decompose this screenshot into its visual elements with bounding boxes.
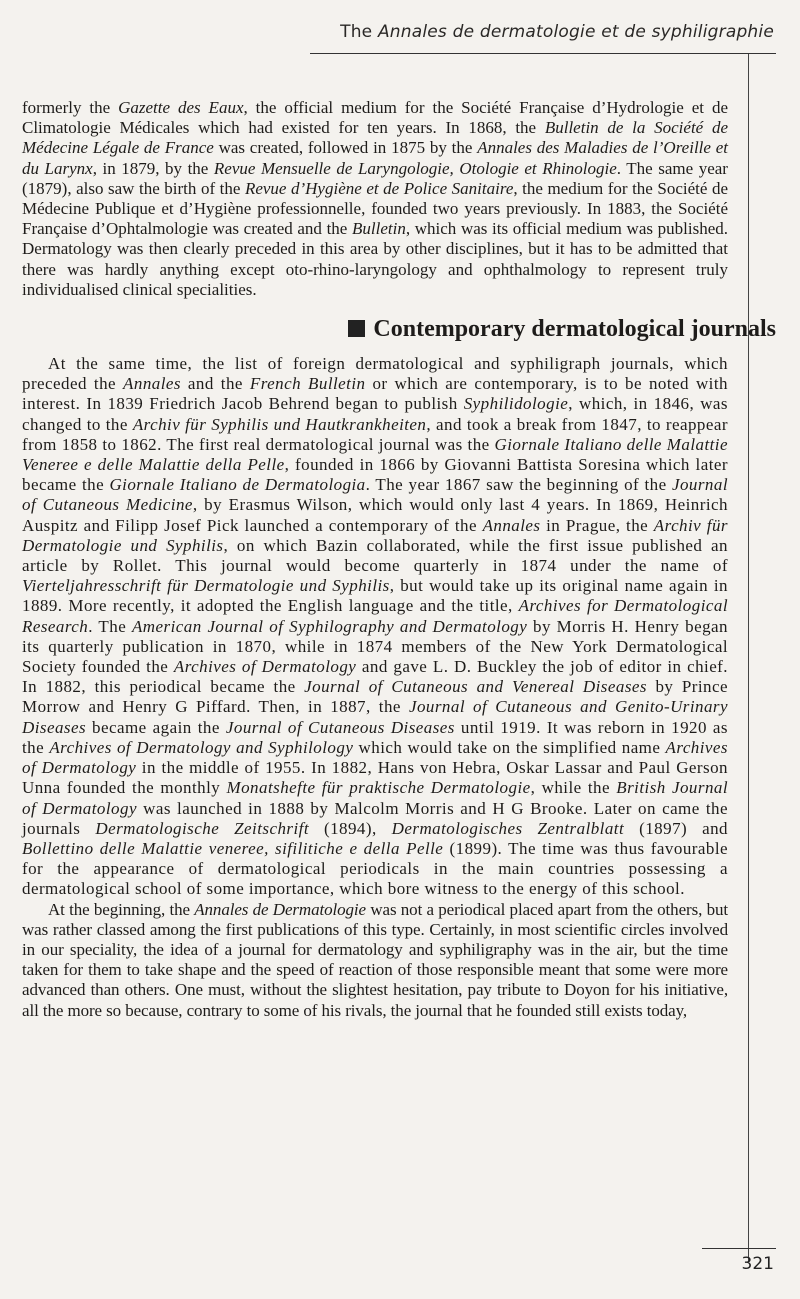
text-run: , but would take up its original name again in 1889. More recently, it adopted the English language and the title, bbox=[22, 576, 729, 616]
text-run: , the official medium for the Société Française d’Hydrologie et de Climatologie Médicales which had existed for ten years. In 1868, the bbox=[22, 98, 728, 138]
paragraph bbox=[22, 98, 728, 300]
text-run: (1899). The time was thus favourable for the appearance of dermatological periodicals in the main countries possessing a dermatological school of some importance, which bore witness to the energy of this school. bbox=[22, 838, 728, 899]
italic-title: British Journal of Dermatology bbox=[22, 778, 729, 818]
italic-title: Annales bbox=[482, 515, 541, 535]
text-run: , which, in 1846, was changed to the bbox=[22, 394, 728, 434]
text-run: , on which Bazin collaborated, while the first issue published an article by Rollet. This journal would become quarterly in 1874 under the name of bbox=[22, 535, 728, 576]
footer-rule bbox=[702, 1248, 776, 1249]
header-rule bbox=[310, 53, 776, 54]
italic-title: Dermatologisches Zentralblatt bbox=[391, 818, 625, 838]
italic-title: Journal of Cutaneous Diseases bbox=[225, 717, 455, 737]
italic-title: Revue Mensuelle de Laryngologie, Otologie et Rhinologie bbox=[213, 158, 617, 178]
section-heading bbox=[22, 314, 776, 344]
text-run: . The same year (1879), also saw the birth of the bbox=[22, 158, 728, 198]
text-run: by Prince Morrow and Henry G Piffard. Then, in 1887, the bbox=[22, 677, 728, 717]
italic-title: Journal of Cutaneous Medicine bbox=[22, 475, 729, 515]
italic-title: Bulletin de la Société de Médecine Légale de France bbox=[22, 118, 728, 158]
text-run: in the middle of 1955. In 1882, Hans von Hebra, Oskar Lassar and Paul Gerson Unna founded the monthly bbox=[22, 758, 728, 798]
text-run: , the medium for the Société de Médecine Publique et d’Hygiène professionnelle, founded two years previously. In 1883, the Société Française d’Ophtalmologie was created and the bbox=[22, 178, 728, 239]
running-head-prefix: The bbox=[340, 22, 378, 42]
text-run: , by Erasmus Wilson, which would only last 4 years. In 1869, Heinrich Auspitz and Filipp Josef Pick launched a contemporary of the bbox=[22, 495, 728, 535]
text-run: and gave L. D. Buckley the job of editor in chief. In 1882, this periodical became the bbox=[22, 657, 728, 697]
italic-title: Dermatologische Zeitschrift bbox=[95, 818, 309, 838]
text-run: At the same time, the list of foreign dermatological and syphiligraph journals, which preceded the bbox=[22, 354, 728, 394]
paragraph bbox=[22, 900, 728, 1021]
italic-title: Gazette des Eaux bbox=[118, 98, 244, 117]
italic-title: Archiv für Dermatologie und Syphilis bbox=[22, 515, 728, 555]
text-run: was launched in 1888 by Malcolm Morris and H G Brooke. Later on came the journals bbox=[22, 798, 729, 838]
text-run: by Morris H. Henry began its quarterly publication in 1870, while in 1874 members of the New York Dermatological Society founded the bbox=[22, 616, 728, 677]
text-run: . The bbox=[88, 616, 132, 636]
text-run: (1897) and bbox=[624, 818, 728, 838]
body-text bbox=[22, 98, 776, 1021]
text-run: was not a periodical placed apart from the others, but was rather classed among the first publications of this type. Certainly, in most scientific circles involved in our speciality, the idea of a journal for dermatology and syphiligraphy was in the air, but the time taken for them to take shape and the speed of reaction of those responsible meant that some were more advanced than others. One must, without the slightest hesitation, pay tribute to Doyon for his initiative, all the more so because, contrary to some of his rivals, the journal that he founded still exists today, bbox=[22, 899, 728, 1020]
text-run: , in 1879, by the bbox=[92, 158, 214, 178]
italic-title: Annales des Maladies de l’Oreille et du Larynx bbox=[22, 138, 728, 178]
text-run: , which was its official medium was published. Dermatology was then clearly preceded in this area by other disciplines, but it has to be admitted that there was hardly anything except oto-rhino-laryngology and ophthalmology to represent truly individualised clinical specialities. bbox=[22, 219, 728, 299]
margin-rule bbox=[748, 54, 749, 1262]
italic-title: Archives of Dermatology bbox=[173, 657, 357, 677]
italic-title: Archives of Dermatology bbox=[22, 737, 728, 778]
italic-title: Bollettino delle Malattie veneree, sifilitiche e della Pelle bbox=[22, 838, 444, 858]
italic-title: Vierteljahresschrift für Dermatologie und Syphilis bbox=[22, 576, 390, 596]
text-run: . The year 1867 saw the beginning of the bbox=[365, 475, 672, 495]
italic-title: American Journal of Syphilography and Dermatology bbox=[131, 616, 528, 636]
italic-title: Giornale Italiano de Dermatologia bbox=[109, 475, 366, 495]
italic-title: Bulletin bbox=[352, 219, 406, 239]
text-run: , while the bbox=[530, 778, 617, 798]
text-run: in Prague, the bbox=[540, 515, 654, 535]
text-run: , and took a break from 1847, to reappear from 1858 to 1862. The first real dermatological journal was the bbox=[22, 414, 728, 454]
text-run: or which are contemporary, is to be noted with interest. In 1839 Friedrich Jacob Behrend began to publish bbox=[22, 374, 728, 414]
square-bullet-icon bbox=[348, 320, 365, 337]
italic-title: Journal of Cutaneous and Genito-Urinary Diseases bbox=[22, 697, 728, 737]
text-run: until 1919. It was reborn in 1920 as the bbox=[22, 717, 728, 757]
paragraph bbox=[22, 354, 728, 899]
running-head-journal-title: Annales de dermatologie et de syphiligraphie bbox=[377, 22, 774, 42]
text-run: At the beginning, the bbox=[48, 899, 195, 919]
text-run: became again the bbox=[86, 717, 226, 737]
italic-title: Archives of Dermatology and Syphilology bbox=[49, 737, 354, 757]
italic-title: Archiv für Syphilis und Hautkrankheiten bbox=[132, 414, 427, 434]
italic-title: Syphilidologie bbox=[463, 394, 569, 414]
italic-title: Giornale Italiano delle Malattie Veneree e delle Malattie della Pelle bbox=[22, 434, 728, 475]
text-run: formerly the bbox=[22, 98, 119, 117]
text-run: which would take on the simplified name bbox=[353, 737, 666, 757]
italic-title: Journal of Cutaneous and Venereal Diseases bbox=[304, 677, 647, 697]
text-run: was created, followed in 1875 by the bbox=[213, 138, 478, 158]
italic-title: Monatshefte für praktische Dermatologie bbox=[226, 778, 531, 798]
italic-title: Revue d’Hygiène et de Police Sanitaire bbox=[244, 178, 514, 198]
section-heading-text: Contemporary dermatological journals bbox=[373, 316, 776, 343]
text-run: and the bbox=[180, 374, 250, 394]
italic-title: French Bulletin bbox=[249, 374, 366, 394]
text-run: , founded in 1866 by Giovanni Battista Soresina which later became the bbox=[22, 455, 728, 495]
running-head bbox=[340, 22, 774, 42]
italic-title: Archives for Dermatological Research bbox=[22, 596, 728, 636]
text-run: (1894), bbox=[309, 818, 392, 838]
italic-title: Annales de Dermatologie bbox=[194, 899, 367, 919]
italic-title: Annales bbox=[123, 374, 181, 394]
page-number: 321 bbox=[741, 1254, 774, 1274]
